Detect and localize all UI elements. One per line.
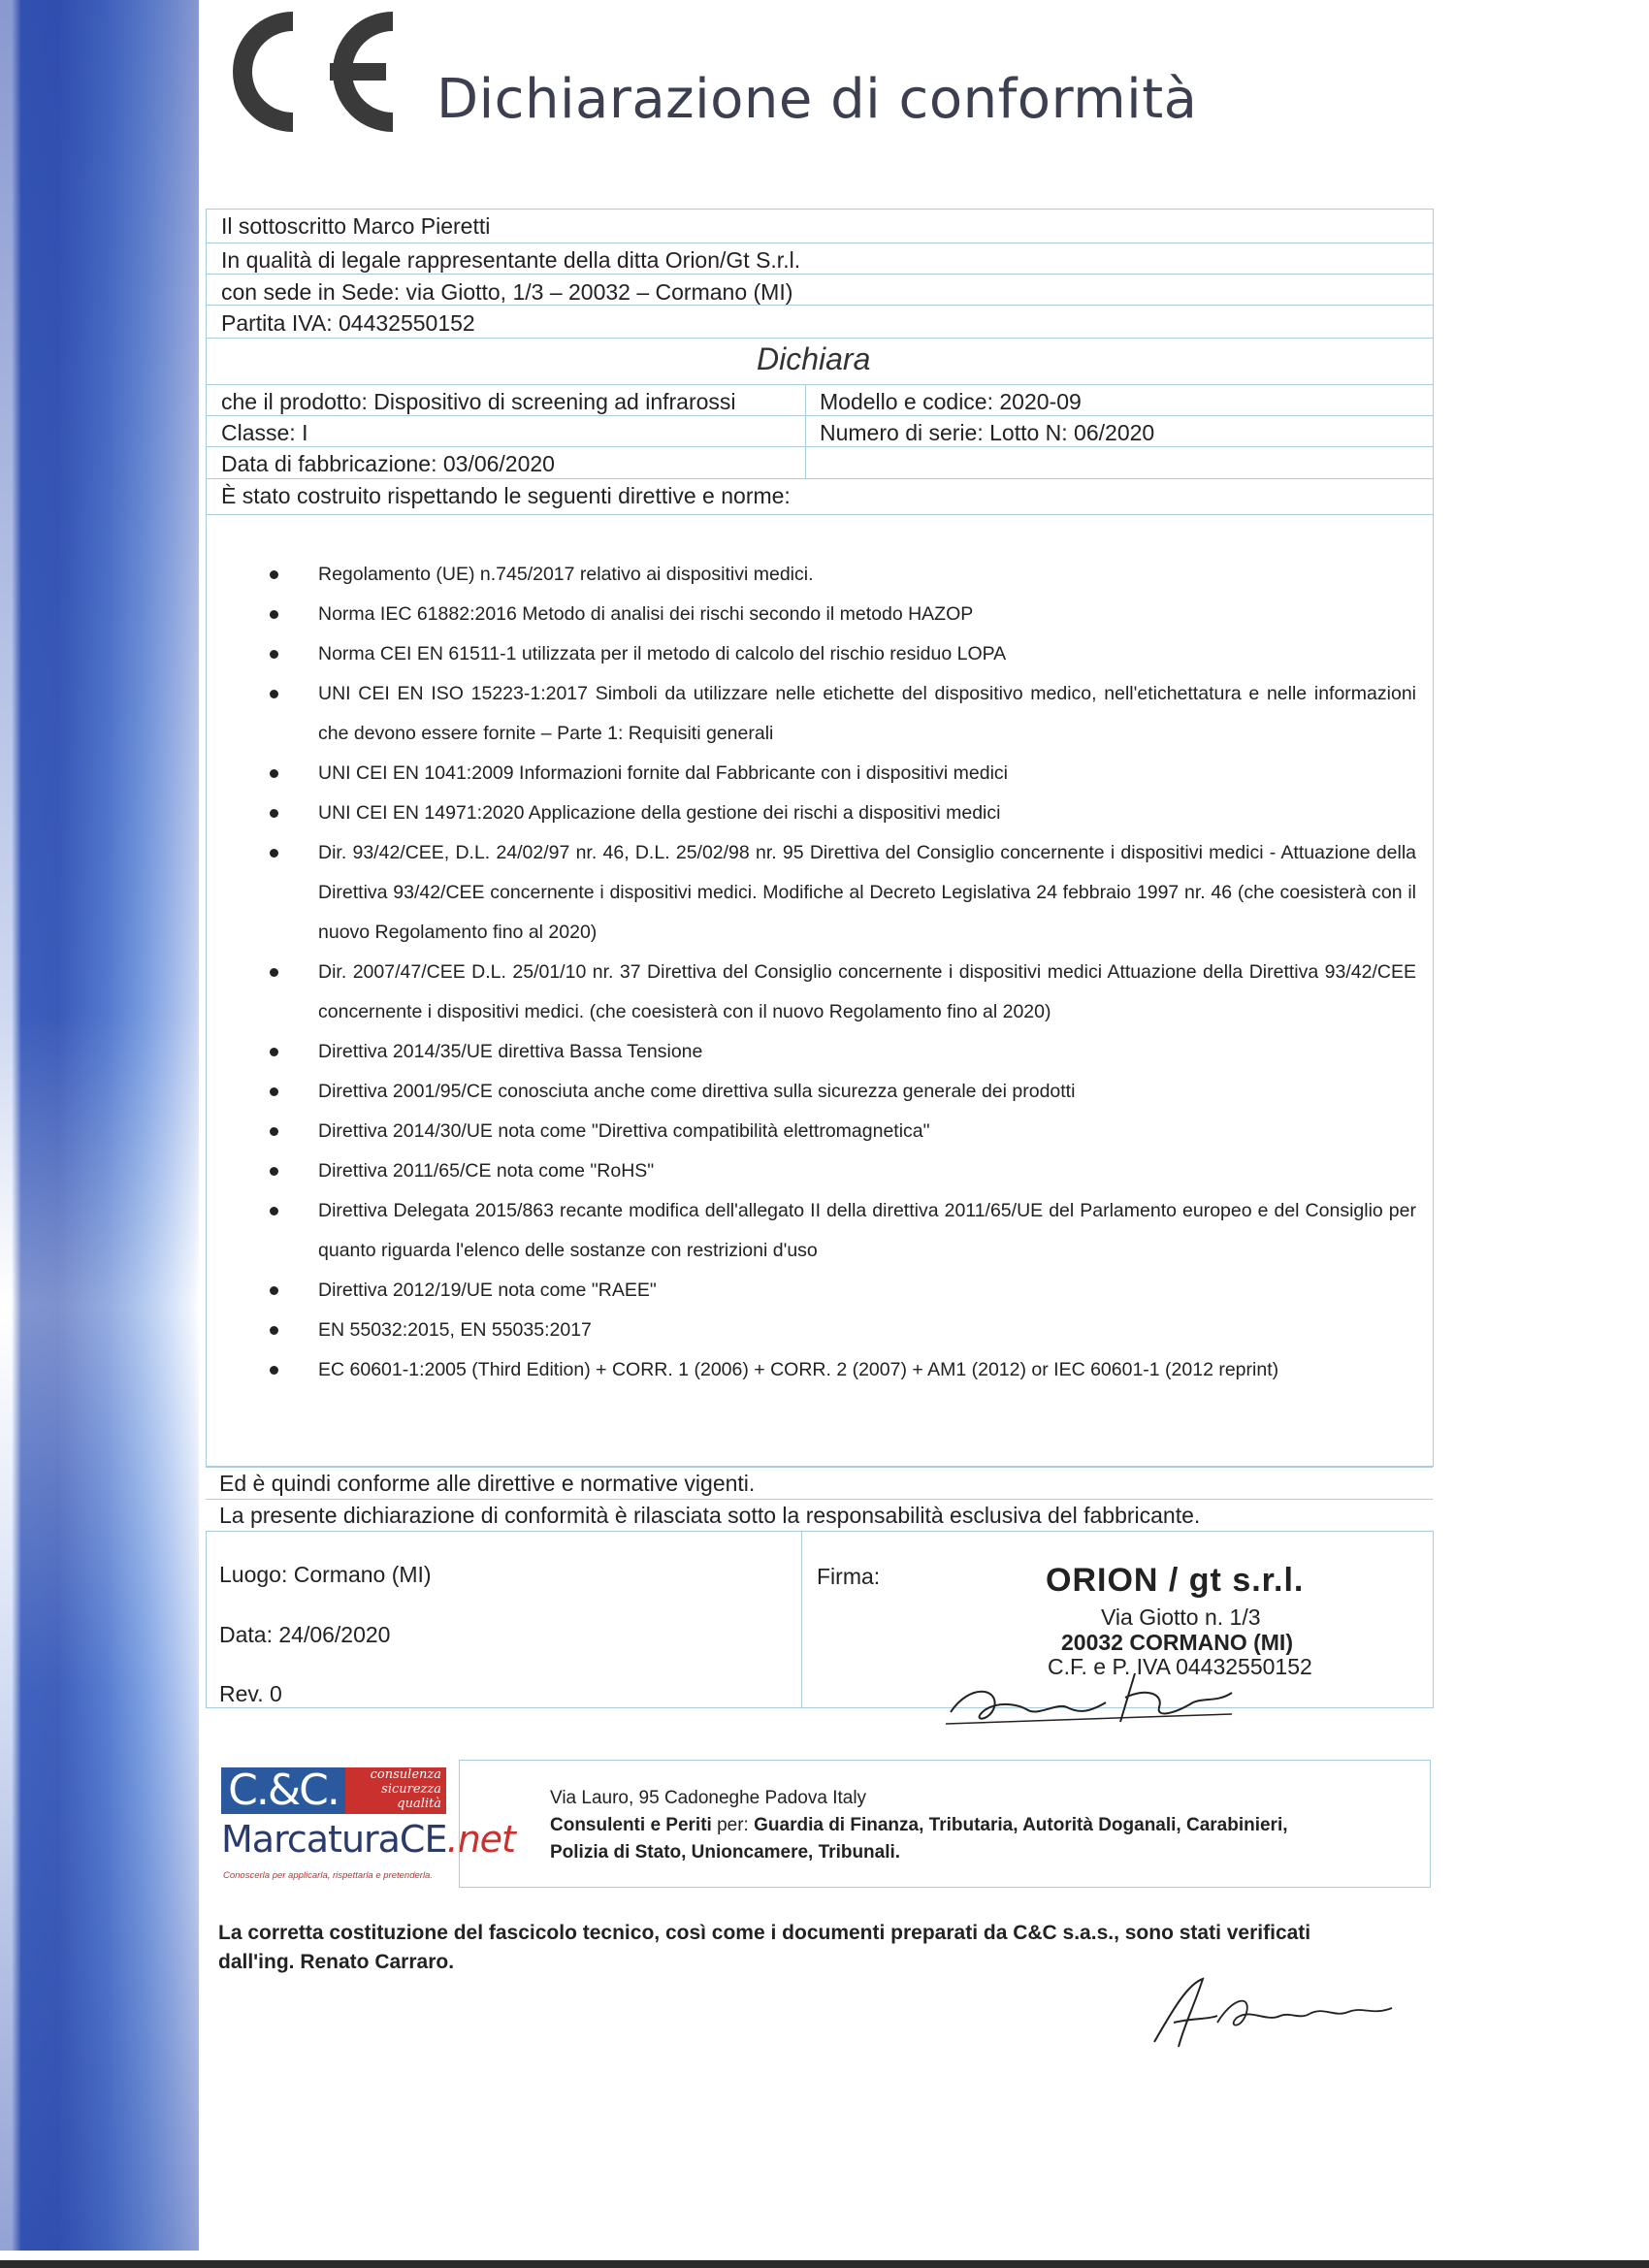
declares-heading: Dichiara [757, 341, 871, 376]
row-divider [206, 338, 1433, 339]
list-item: Direttiva 2001/95/CE conosciuta anche come direttiva sulla sicurezza generale dei prodotti [267, 1072, 1416, 1112]
list-item: UNI CEI EN ISO 15223-1:2017 Simboli da utilizzare nelle etichette del dispositivo medico, nell'etichettatura e nelle informazioni che devono essere fornite – Parte 1: Requisiti generali [267, 674, 1416, 754]
address-line: con sede in Sede: via Giotto, 1/3 – 20032 – Cormano (MI) [221, 279, 793, 305]
bullet-icon [270, 1207, 278, 1215]
column-divider [805, 384, 806, 478]
row-divider [206, 514, 1433, 515]
handwritten-signature [941, 1654, 1251, 1732]
row-divider [206, 446, 1433, 447]
list-item: UNI CEI EN 1041:2009 Informazioni fornite dal Fabbricante con i dispositivi medici [267, 754, 1416, 794]
consultant-roles: Consulenti e Periti per: Guardia di Finanza, Tributaria, Autorità Doganali, Carabinieri, [550, 1815, 1288, 1835]
serial-field: Numero di serie: Lotto N: 06/2020 [820, 420, 1155, 445]
responsibility-statement: La presente dichiarazione di conformità è rilasciata sotto la responsabilità esclusiva del fabbricante. [219, 1503, 1201, 1528]
conformity-statement: Ed è quindi conforme alle direttive e normative vigenti. [219, 1471, 756, 1496]
consultant-info [550, 1785, 1288, 1866]
revision-field: Rev. 0 [219, 1681, 282, 1706]
representative-line: In qualità di legale rappresentante della ditta Orion/Gt S.r.l. [221, 247, 801, 273]
list-item: Norma CEI EN 61511-1 utilizzata per il metodo di calcolo del rischio residuo LOPA [267, 634, 1416, 674]
bullet-icon [270, 1326, 278, 1335]
logo-brand: MarcaturaCE.net [221, 1818, 515, 1861]
stamp-address: Via Giotto n. 1/3 [1101, 1604, 1261, 1630]
page-bottom-edge [0, 2260, 1649, 2268]
place-field: Luogo: Cormano (MI) [219, 1562, 432, 1587]
list-item: Direttiva 2014/35/UE direttiva Bassa Tensione [267, 1032, 1416, 1072]
bullet-icon [270, 1286, 278, 1295]
signature-label: Firma: [817, 1564, 881, 1589]
bullet-icon [270, 968, 278, 977]
date-field: Data: 24/06/2020 [219, 1622, 391, 1647]
norms-intro: È stato costruito rispettando le seguenti direttive e norme: [221, 483, 791, 508]
list-item: Direttiva 2014/30/UE nota come "Direttiva compatibilità elettromagnetica" [267, 1112, 1416, 1151]
decorative-side-bar [0, 0, 199, 2251]
row-divider [206, 384, 1433, 385]
stamp-city: 20032 CORMANO (MI) [1061, 1630, 1293, 1655]
bullet-icon [270, 1167, 278, 1176]
logo-tagline-block: consulenza sicurezza qualità [345, 1767, 446, 1814]
bullet-icon [270, 610, 278, 619]
model-field: Modello e codice: 2020-09 [820, 389, 1082, 414]
row-divider [206, 274, 1433, 275]
stamp-vat: C.F. e P. IVA 04432550152 [1048, 1654, 1312, 1679]
list-item: Dir. 2007/47/CEE D.L. 25/01/10 nr. 37 Direttiva del Consiglio concernente i dispositivi medici Attuazione della Direttiva 93/42/CEE concernente i dispositivi medici. (che coesisterà con il nuovo Regolamento fino al 2020) [267, 953, 1416, 1032]
manufacture-date-field: Data di fabbricazione: 03/06/2020 [221, 451, 555, 476]
bullet-icon [270, 1366, 278, 1375]
list-item: EN 55032:2015, EN 55035:2017 [267, 1311, 1416, 1350]
vat-line: Partita IVA: 04432550152 [221, 310, 475, 336]
norms-list [267, 555, 1416, 1390]
row-divider [206, 415, 1433, 416]
bullet-icon [270, 570, 278, 579]
column-divider [801, 1531, 802, 1708]
consultant-address: Via Lauro, 95 Cadoneghe Padova Italy [550, 1788, 867, 1808]
list-item: UNI CEI EN 14971:2020 Applicazione della gestione dei rischi a dispositivi medici [267, 794, 1416, 833]
list-item: Direttiva 2012/19/UE nota come "RAEE" [267, 1271, 1416, 1311]
bullet-icon [270, 849, 278, 858]
row-divider [206, 1467, 1433, 1468]
list-item: Dir. 93/42/CEE, D.L. 24/02/97 nr. 46, D.L. 25/02/98 nr. 95 Direttiva del Consiglio concernente i dispositivi medici - Attuazione della Direttiva 93/42/CEE concernente i dispositivi medici. Modifiche al Decreto Legislativa 24 febbraio 1997 nr. 46 (che coesisterà con il nuovo Regolamento fino al 2020) [267, 833, 1416, 953]
bullet-icon [270, 809, 278, 818]
class-field: Classe: I [221, 420, 308, 445]
row-divider [206, 478, 1433, 479]
bullet-icon [270, 690, 278, 698]
consultant-roles-cont: Polizia di Stato, Unioncamere, Tribunali. [550, 1842, 901, 1863]
list-item: EC 60601-1:2005 (Third Edition) + CORR. 1 (2006) + CORR. 2 (2007) + AM1 (2012) or IEC 60601-1 (2012 reprint) [267, 1350, 1416, 1390]
bullet-icon [270, 1127, 278, 1136]
list-item: Norma IEC 61882:2016 Metodo di analisi dei rischi secondo il metodo HAZOP [267, 595, 1416, 634]
logo-motto: Conoscerla per applicarla, rispettarla e pretenderla. [223, 1870, 433, 1881]
document-title: Dichiarazione di conformità [436, 68, 1198, 131]
product-field: che il prodotto: Dispositivo di screening ad infrarossi [221, 389, 736, 414]
engineer-signature [1135, 1969, 1406, 2057]
bullet-icon [270, 650, 278, 659]
list-item: Regolamento (UE) n.745/2017 relativo ai dispositivi medici. [267, 555, 1416, 595]
verification-note: La corretta costituzione del fascicolo tecnico, così come i documenti preparati da C&C s.a.s., sono stati verificati dall'ing. Renato Carraro. [218, 1922, 1311, 1973]
ce-mark-c [242, 21, 293, 122]
signatory-line: Il sottoscritto Marco Pieretti [221, 213, 491, 239]
logo-cc-text: C.&C. [221, 1767, 345, 1814]
list-item: Direttiva Delegata 2015/863 recante modifica dell'allegato II della direttiva 2011/65/UE del Parlamento europeo e del Consiglio per quanto riguarda l'elenco delle sostanze con restrizioni d'uso [267, 1191, 1416, 1271]
list-item: Direttiva 2011/65/CE nota come "RoHS" [267, 1151, 1416, 1191]
row-divider [206, 1499, 1433, 1500]
bullet-icon [270, 1048, 278, 1056]
ce-mark-logo [204, 8, 398, 134]
cc-logo [221, 1766, 515, 1892]
bullet-icon [270, 1087, 278, 1096]
bullet-icon [270, 769, 278, 778]
stamp-company-name: ORION / gt s.r.l. [1046, 1562, 1305, 1599]
